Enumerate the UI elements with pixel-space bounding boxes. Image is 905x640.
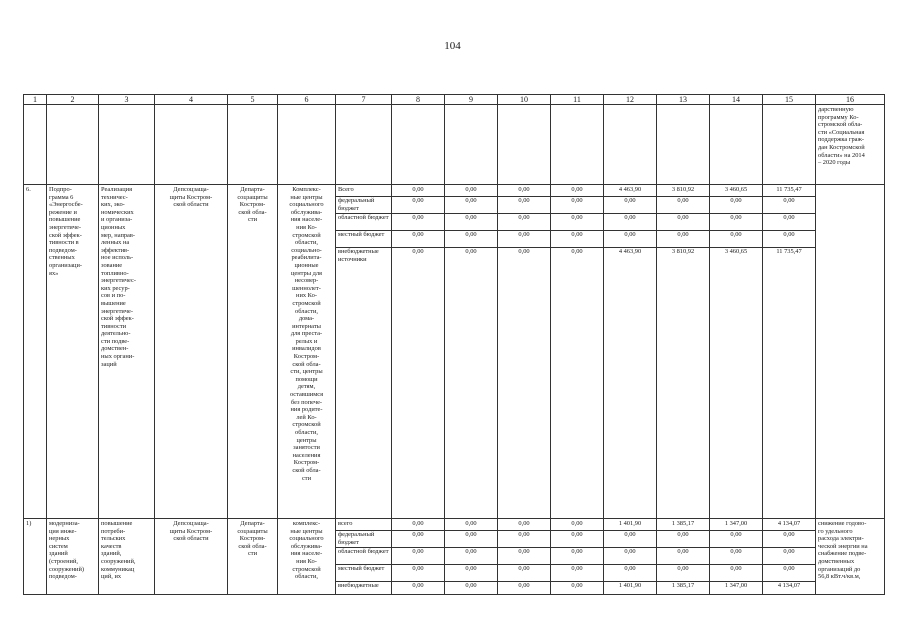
text-line: мер, направ-: [101, 231, 136, 239]
text-line: оставшимся: [289, 391, 324, 399]
column-header: 4: [155, 95, 228, 105]
text-line: режение и: [49, 208, 77, 216]
text-line: сов и по-: [101, 292, 126, 300]
column-header: 8: [392, 95, 445, 105]
text-line: несовер-: [294, 277, 319, 285]
cell-value-col: [498, 519, 551, 595]
page-number: 104: [444, 40, 461, 52]
amount-value: 0,00: [445, 231, 497, 248]
column-header: 16: [816, 95, 885, 105]
text-line: релых и: [295, 337, 318, 345]
amount-value: 0,00: [604, 548, 656, 565]
amount-value: 0,00: [657, 531, 709, 548]
cell-value-col: [445, 519, 498, 595]
text-line: Костром-: [293, 353, 320, 361]
text-line: ях»: [49, 269, 59, 277]
text-line: тивности: [101, 322, 127, 330]
amount-value: 1 347,00: [710, 520, 762, 531]
text-line: них Ко-: [296, 292, 317, 300]
text-line: населения: [292, 451, 321, 459]
text-line: 56,8 кВт.ч/кв.м,: [818, 573, 861, 581]
cell-indicator: [816, 185, 885, 519]
text-line: ской эффек-: [101, 315, 134, 323]
cell-indicator: [816, 519, 885, 595]
amount-value: 0,00: [657, 565, 709, 582]
cell-value-col: [657, 519, 710, 595]
amount-value: 0,00: [763, 565, 815, 582]
amount-value: 0,00: [710, 214, 762, 231]
amount-value: 0,00: [392, 186, 444, 197]
text-line: подведом-: [49, 246, 77, 254]
amount-value: 1 347,00: [724, 582, 748, 589]
amount-value: 0,00: [657, 231, 709, 248]
text-line: ких, эко-: [101, 201, 125, 209]
column-header: 13: [657, 95, 710, 105]
amount-value: 0,00: [710, 565, 762, 582]
amount-value: 0,00: [551, 520, 603, 531]
cell-value-col: [551, 185, 604, 519]
text-line: – 2020 годы: [818, 159, 851, 167]
amount-value: 0,00: [445, 531, 497, 548]
cell-value-col: [551, 519, 604, 595]
amount-value: 0,00: [498, 548, 550, 565]
cell-value-col: [604, 519, 657, 595]
text-line: энергетиче-: [49, 223, 81, 231]
text-line: соцзащиты: [237, 527, 268, 535]
amount-value: 0,00: [571, 582, 583, 589]
text-line: модерниза-: [49, 520, 80, 527]
amount-value: 0,00: [445, 565, 497, 582]
cell-purpose: [99, 185, 155, 519]
column-header: 2: [47, 95, 99, 105]
amount-value: 0,00: [498, 531, 550, 548]
text-line: области,: [295, 573, 318, 581]
text-line: (строений,: [49, 557, 78, 565]
text-line: сти: [301, 474, 312, 482]
text-line: центры для: [290, 269, 322, 277]
text-line: дарственную: [818, 106, 854, 113]
program-table: [23, 94, 885, 595]
text-line: Департа-: [240, 520, 265, 527]
text-line: ственных: [49, 254, 75, 262]
amount-value: 0,00: [498, 565, 550, 582]
text-line: расхода электри-: [818, 535, 864, 543]
text-line: снабжение подве-: [818, 550, 867, 558]
funding-source: областной бюджет: [336, 214, 391, 231]
amount-value: 0,00: [412, 248, 424, 255]
text-line: сти «Социальная: [818, 128, 865, 136]
amount-value: 0,00: [710, 231, 762, 248]
amount-value: 0,00: [763, 214, 815, 231]
text-line: ской области: [173, 201, 209, 209]
text-line: Депсоцзаща-: [173, 186, 209, 193]
amount-value: 1 385,17: [657, 520, 709, 531]
cell-value-col: [763, 185, 816, 519]
amount-value: 0,00: [604, 214, 656, 231]
amount-value: 3 810,92: [671, 248, 695, 255]
amount-value: 0,00: [445, 520, 497, 531]
text-line: зданий: [49, 550, 68, 558]
amount-value: 0,00: [551, 214, 603, 231]
amount-value: 0,00: [551, 531, 603, 548]
text-line: энергетичес-: [101, 277, 136, 285]
column-header: 5: [228, 95, 278, 105]
funding-source: местный бюджет: [336, 565, 391, 582]
text-line: зданий,: [101, 550, 122, 558]
amount-value: 0,00: [498, 197, 550, 214]
text-line: энергетиче-: [101, 307, 133, 315]
funding-source: федеральный бюджет: [336, 531, 391, 548]
amount-value: 4 134,07: [777, 582, 801, 589]
amount-value: 0,00: [518, 582, 530, 589]
cell-sources: [336, 185, 392, 519]
text-line: ния населе-: [290, 550, 323, 558]
text-line: ческой энергии на: [818, 542, 868, 550]
text-line: ской обла-: [292, 360, 321, 368]
text-line: Костром-: [293, 459, 320, 467]
text-line: деятельно-: [101, 330, 131, 338]
text-line: ционных: [101, 223, 126, 231]
funding-source: Всего: [336, 186, 391, 197]
amount-value: 0,00: [465, 582, 477, 589]
cell-value-col: [392, 185, 445, 519]
amount-value: 0,00: [551, 197, 603, 214]
text-line: организаций до: [818, 565, 861, 573]
text-line: сооружений): [49, 565, 85, 573]
column-header: 11: [551, 95, 604, 105]
amount-value: 0,00: [551, 565, 603, 582]
amount-value: 0,00: [392, 231, 444, 248]
text-line: Реализация: [101, 186, 133, 193]
amount-value: 0,00: [392, 531, 444, 548]
amount-value: 1 385,17: [671, 582, 695, 589]
text-line: организаци-: [49, 261, 83, 269]
text-line: сти подве-: [101, 337, 130, 345]
amount-value: 0,00: [604, 231, 656, 248]
funding-source: всего: [336, 520, 391, 531]
amount-value: 0,00: [604, 197, 656, 214]
funding-source: федеральный бюджет: [336, 197, 391, 214]
amount-value: 0,00: [392, 197, 444, 214]
text-line: повышение: [49, 216, 81, 224]
text-line: номических: [101, 208, 134, 216]
table-row: [24, 519, 885, 595]
text-line: ния Ко-: [296, 557, 317, 565]
cell-executor: [155, 185, 228, 519]
text-line: Подпро-: [49, 186, 72, 193]
text-line: вышение: [101, 299, 126, 307]
header-row: [24, 95, 885, 105]
text-line: социального: [289, 201, 324, 209]
text-line: занятости: [293, 444, 320, 452]
text-line: без попече-: [290, 398, 323, 406]
text-line: топливно-: [101, 269, 129, 277]
cell-participants: [278, 519, 336, 595]
column-header: 9: [445, 95, 498, 105]
text-line: ской обла-: [292, 466, 321, 474]
column-header: 14: [710, 95, 763, 105]
amount-value: 1 401,90: [604, 520, 656, 531]
amount-value: 0,00: [657, 214, 709, 231]
text-line: стромской: [292, 565, 321, 573]
text-line: зование: [101, 261, 123, 269]
text-line: ций, их: [101, 573, 122, 581]
amount-value: 0,00: [710, 197, 762, 214]
text-line: сти: [247, 550, 258, 558]
text-line: области,: [295, 307, 318, 315]
text-line: поддержка граж-: [818, 136, 865, 144]
text-line: реабилита-: [291, 254, 322, 262]
text-line: подведом-: [49, 573, 77, 581]
cell-value-col: [445, 185, 498, 519]
text-line: ное исполь-: [101, 254, 134, 262]
amount-value: 0,00: [498, 520, 550, 531]
amount-value: 3 810,92: [657, 186, 709, 197]
text-line: коммуникац: [101, 565, 135, 573]
text-line: Депсоцзаща-: [173, 520, 209, 527]
text-line: и организа-: [101, 216, 133, 224]
funding-source: областной бюджет: [336, 548, 391, 565]
column-header: 15: [763, 95, 816, 105]
text-line: помощи: [295, 375, 318, 383]
amount-value: 0,00: [412, 582, 424, 589]
text-line: обслужива-: [290, 208, 323, 216]
amount-value: 0,00: [445, 214, 497, 231]
amount-value: 0,00: [445, 186, 497, 197]
text-line: сти, центры: [290, 368, 323, 376]
column-header: 3: [99, 95, 155, 105]
text-line: домствен-: [101, 345, 129, 353]
cell-value-col: [604, 185, 657, 519]
cell-value-col: [763, 519, 816, 595]
cell-value-col: [498, 185, 551, 519]
cell-value-col: [392, 519, 445, 595]
text-line: инвалидов: [292, 345, 321, 353]
amount-value: 0,00: [571, 248, 583, 255]
text-line: ких ресур-: [101, 284, 130, 292]
text-line: тельских: [101, 535, 126, 543]
text-line: «Энергосбе-: [49, 201, 83, 209]
text-line: Костром-: [239, 201, 266, 209]
text-line: ленных на: [101, 239, 130, 247]
text-line: заций: [101, 360, 117, 368]
text-line: обслужива-: [290, 542, 323, 550]
amount-value: 0,00: [392, 565, 444, 582]
cell-title: [47, 185, 99, 519]
text-line: области» на 2014: [818, 151, 865, 159]
column-header: 7: [336, 95, 392, 105]
amount-value: 0,00: [763, 231, 815, 248]
text-line: детям,: [297, 383, 316, 391]
text-line: сооружений,: [101, 557, 136, 565]
text-line: тивности в: [49, 239, 79, 247]
amount-value: 0,00: [551, 548, 603, 565]
amount-value: 0,00: [710, 531, 762, 548]
text-line: интернаты: [292, 322, 321, 330]
text-line: ской обла-: [238, 208, 267, 216]
cell-executor: [155, 519, 228, 595]
amount-value: 0,00: [392, 548, 444, 565]
text-line: для преста-: [290, 330, 323, 338]
amount-value: 0,00: [551, 186, 603, 197]
text-line: лей Ко-: [296, 413, 317, 421]
text-line: ные центры: [290, 193, 323, 201]
cell-purpose: [99, 519, 155, 595]
amount-value: 0,00: [498, 231, 550, 248]
cell-coordinator: [228, 185, 278, 519]
text-line: систем: [49, 542, 68, 550]
text-line: эффектив-: [101, 246, 130, 254]
text-line: Комплекс-: [292, 186, 321, 193]
text-line: стромской: [292, 421, 321, 429]
amount-value: 0,00: [445, 197, 497, 214]
text-line: щиты Костром-: [169, 193, 213, 201]
text-line: центры: [296, 436, 317, 444]
cell-coordinator: [228, 519, 278, 595]
amount-value: 4 463,90: [618, 248, 642, 255]
text-line: области,: [295, 429, 318, 436]
text-line: шеннолет-: [292, 284, 321, 292]
text-line: щиты Костром-: [169, 527, 213, 535]
text-line: ных органи-: [101, 353, 135, 361]
cell-value-col: [710, 519, 763, 595]
amount-value: 1 401,90: [618, 582, 642, 589]
amount-value: 0,00: [710, 548, 762, 565]
text-line: ния населе-: [290, 216, 323, 224]
text-line: социально-: [291, 246, 322, 254]
amount-value: 0,00: [657, 197, 709, 214]
column-header: 6: [278, 95, 336, 105]
text-line: Костром-: [239, 535, 266, 543]
cell-participants: [278, 185, 336, 519]
amount-value: 0,00: [392, 520, 444, 531]
amount-value: 11 735,47: [763, 186, 815, 197]
text-line: дома-: [298, 315, 315, 323]
column-header: 1: [24, 95, 47, 105]
cell-title: [47, 519, 99, 595]
amount-value: 0,00: [445, 548, 497, 565]
text-line: ния Ко-: [296, 223, 317, 231]
amount-value: 0,00: [392, 214, 444, 231]
text-line: сти: [247, 216, 258, 224]
text-line: соцзащиты: [237, 193, 268, 201]
amount-value: 0,00: [465, 248, 477, 255]
cell-value-col: [657, 185, 710, 519]
cell-number: 6.: [24, 185, 47, 519]
cell-continuation-col16: [816, 105, 885, 185]
text-line: домственных: [818, 557, 855, 565]
text-line: го удельного: [818, 527, 853, 535]
column-header: 10: [498, 95, 551, 105]
text-line: дан Костромской: [818, 143, 865, 151]
text-line: потреби-: [101, 527, 126, 535]
amount-value: 0,00: [518, 248, 530, 255]
text-line: качеств: [101, 542, 122, 550]
text-line: нерных: [49, 535, 70, 543]
text-line: Департа-: [240, 186, 265, 193]
amount-value: 0,00: [763, 531, 815, 548]
amount-value: 0,00: [498, 186, 550, 197]
text-line: ные центры: [290, 527, 323, 535]
text-line: социального: [289, 535, 324, 543]
text-line: снижение годово-: [818, 520, 867, 527]
text-line: стромской обла-: [818, 121, 863, 129]
amount-value: 4 134,07: [763, 520, 815, 531]
cell-value-col: [710, 185, 763, 519]
text-line: программу Ко-: [818, 113, 859, 121]
text-line: ской эффек-: [49, 231, 82, 239]
text-line: ния родите-: [290, 406, 323, 414]
text-line: ской обла-: [238, 542, 267, 550]
text-line: комплекс-: [292, 520, 321, 527]
amount-value: 0,00: [763, 548, 815, 565]
amount-value: 0,00: [657, 548, 709, 565]
text-line: стромской: [292, 231, 321, 239]
text-line: области,: [295, 239, 318, 247]
amount-value: 11 735,47: [776, 248, 802, 255]
cell-sources: [336, 519, 392, 595]
continuation-row: [24, 105, 885, 185]
amount-value: 0,00: [604, 565, 656, 582]
amount-value: 4 463,90: [604, 186, 656, 197]
amount-value: 0,00: [498, 214, 550, 231]
funding-source: внебюджетные: [338, 582, 379, 589]
amount-value: 0,00: [604, 531, 656, 548]
text-line: ционные: [294, 261, 319, 269]
amount-value: 3 460,65: [724, 248, 748, 255]
text-line: ской области: [173, 535, 209, 543]
amount-value: 0,00: [551, 231, 603, 248]
text-line: техничес-: [101, 193, 128, 201]
cell-number: 1): [24, 519, 47, 595]
text-line: ция инже-: [49, 527, 77, 535]
text-line: грамма 6: [49, 193, 74, 201]
funding-source: местный бюджет: [336, 231, 391, 248]
amount-value: 3 460,65: [710, 186, 762, 197]
table-row: [24, 185, 885, 519]
text-line: повышение: [101, 520, 133, 527]
amount-value: 0,00: [763, 197, 815, 214]
column-header: 12: [604, 95, 657, 105]
funding-source: внебюджетные источники: [338, 248, 379, 263]
text-line: стромской: [292, 299, 321, 307]
